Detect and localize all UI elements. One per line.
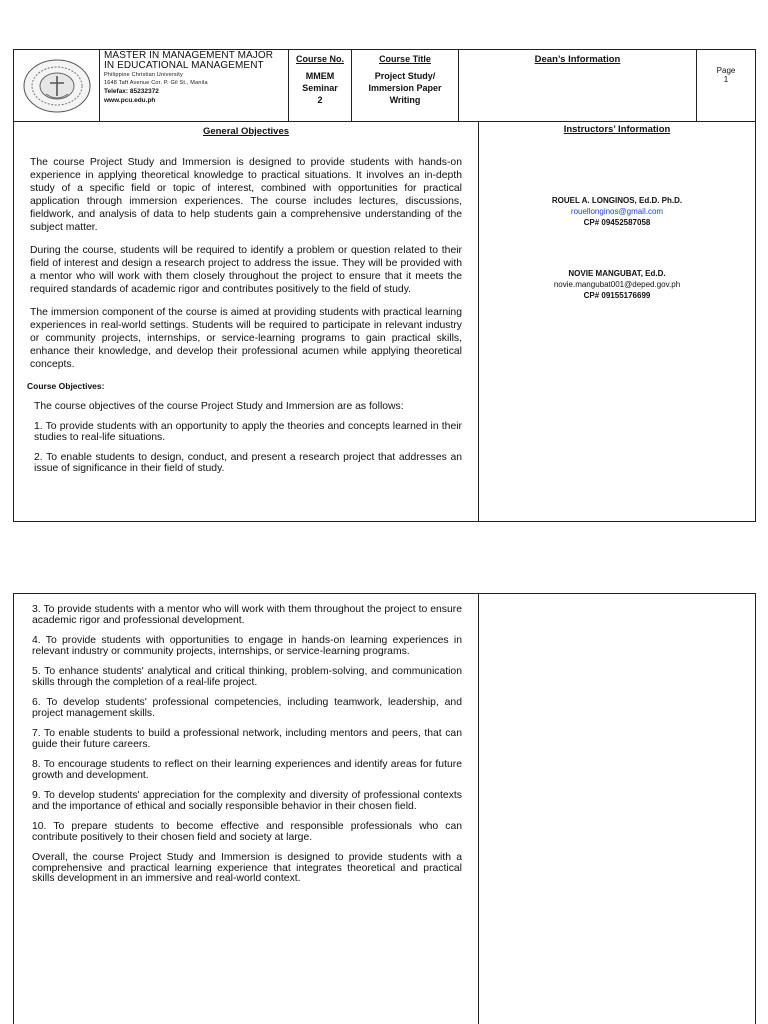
course-objective-item: 10. To prepare students to become effective and responsible professionals who can contribute positively to their chosen field and society at large. bbox=[32, 821, 462, 843]
page-label: Page bbox=[716, 66, 736, 75]
course-no-label: Course No. bbox=[295, 54, 344, 64]
page-number: 1 bbox=[723, 75, 729, 84]
dean-info-cell bbox=[459, 50, 697, 121]
blank-right-column bbox=[479, 594, 755, 1024]
instructors-column bbox=[479, 122, 755, 521]
course-no-line: 2 bbox=[317, 95, 323, 105]
telefax: Telefax: 85232372 bbox=[104, 88, 159, 95]
course-objective-item: 2. To enable students to design, conduct, and present a research project that addresses an issue of significance in their field of study. bbox=[34, 452, 462, 474]
course-objective-item: 5. To enhance students' analytical and critical thinking, problem-solving, and communication skills through the completion of a real-life project. bbox=[32, 666, 462, 688]
course-objective-item: 7. To enable students to build a professional network, including mentors and peers, that can guide their future careers. bbox=[32, 728, 462, 750]
program-name: MASTER IN MANAGEMENT MAJOR IN EDUCATIONAL MANAGEMENT bbox=[104, 50, 274, 71]
instructor-email: novie.mangubat001@deped.gov.ph bbox=[553, 280, 681, 289]
instructor-card bbox=[479, 195, 755, 228]
page-cell bbox=[697, 50, 755, 121]
course-objectives-heading: Course Objectives: bbox=[27, 381, 105, 391]
course-objective-item: 1. To provide students with an opportunity to apply the theories and concepts learned in their studies to real-life situations. bbox=[34, 421, 462, 443]
objectives-column bbox=[14, 122, 479, 521]
course-no-line: MMEM bbox=[305, 71, 335, 81]
course-title-line: Immersion Paper bbox=[368, 83, 442, 93]
course-title-value bbox=[352, 70, 458, 106]
objective-paragraph: The immersion component of the course is aimed at providing students with practical learning experiences in real-world settings. Students will be required to participate in relevant industry or community projects, internships, or service-learning programs to gain practical skills, enhance their knowledge, and develop their professional acumen while applying theoretical concepts. bbox=[30, 307, 462, 370]
website: www.pcu.edu.ph bbox=[104, 97, 156, 104]
university-name: Philippine Christian University bbox=[104, 72, 183, 78]
course-title-label: Course Title bbox=[379, 54, 431, 64]
instructors-heading: Instructors’ Information bbox=[563, 124, 671, 135]
course-objectives-intro: The course objectives of the course Project Study and Immersion are as follows: bbox=[34, 401, 404, 412]
course-title-line: Writing bbox=[389, 95, 421, 105]
instructor-name: ROUEL A. LONGINOS, Ed.D. Ph.D. bbox=[551, 196, 683, 205]
objective-paragraph: The course Project Study and Immersion is designed to provide students with hands-on experience in applying theoretical knowledge to practical situations. It involves an in-depth study of a specific field or topic of interest, combined with opportunities for practical application through immersion experiences. The course includes lectures, discussions, fieldwork, and analysis of data to help students gain a comprehensive understanding of the subject matter. bbox=[30, 157, 462, 233]
course-no-value bbox=[289, 70, 351, 106]
university-seal-icon bbox=[22, 58, 92, 114]
course-objective-item: 9. To develop students' appreciation for the complexity and diversity of professional contexts and the importance of ethical and socially responsible behavior in their chosen field. bbox=[32, 790, 462, 812]
course-title-line: Project Study/ bbox=[374, 71, 436, 81]
instructor-card bbox=[479, 268, 755, 301]
course-objectives-conclusion: Overall, the course Project Study and Immersion is designed to provide students with a comprehensive and practical learning experience that integrates theoretical and practical skills development in an immersive and real-world context. bbox=[32, 852, 462, 884]
instructor-phone: CP# 09452587058 bbox=[583, 218, 651, 227]
instructor-phone: CP# 09155176699 bbox=[583, 291, 651, 300]
course-title-cell bbox=[352, 50, 459, 121]
objectives-continued-column bbox=[14, 594, 479, 1024]
course-objective-item: 4. To provide students with opportunities to engage in hands-on learning experiences in relevant industry or community projects, internships, or service-learning programs. bbox=[32, 635, 462, 657]
general-objectives-title: General Objectives bbox=[202, 126, 290, 137]
page-two-body bbox=[13, 593, 756, 1024]
instructor-email[interactable]: rouellonginos@gmail.com bbox=[570, 207, 664, 216]
course-objective-item: 6. To develop students' professional competencies, including teamwork, leadership, and project management skills. bbox=[32, 697, 462, 719]
instructor-name: NOVIE MANGUBAT, Ed.D. bbox=[568, 269, 666, 278]
course-objective-item: 3. To provide students with a mentor who will work with them throughout the project to ensure academic rigor and professional development. bbox=[32, 604, 462, 626]
course-header bbox=[13, 49, 756, 122]
course-objective-item: 8. To encourage students to reflect on their learning experiences and identify areas for future growth and development. bbox=[32, 759, 462, 781]
course-no-cell bbox=[289, 50, 352, 121]
page-one-body bbox=[13, 122, 756, 522]
objective-paragraph: During the course, students will be required to identify a problem or question related to their field of interest and design a research project to address the issue. They will be provided with a mentor who will work with them closely throughout the project to ensure that it meets the required standards of academic rigor and contributes positively to the field of study. bbox=[30, 245, 462, 295]
university-address: 1648 Taft Avenue Cor. P. Gil St., Manila bbox=[104, 80, 208, 86]
dean-info-label: Dean’s Information bbox=[534, 54, 621, 65]
university-seal-cell bbox=[14, 50, 100, 121]
institution-info bbox=[100, 50, 289, 121]
course-no-line: Seminar bbox=[302, 83, 338, 93]
